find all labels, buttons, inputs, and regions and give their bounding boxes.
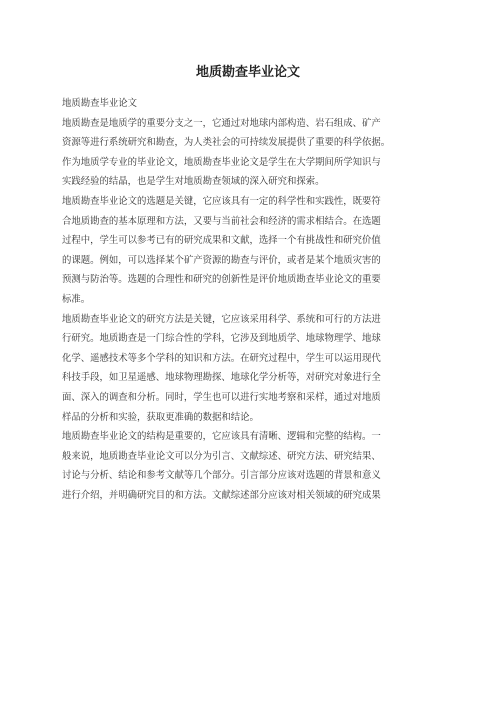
text-line: 预测与防治等。选题的合理性和研究的创新性是评价地质勘查毕业论文的重要 [62, 274, 381, 286]
text-line: 样品的分析和实验，获取更准确的数据和结论。 [62, 411, 259, 423]
text-line: 地质勘查是地质学的重要分支之一，它通过对地球内部构造、岩石组成、矿产 [62, 117, 381, 129]
text-line: 地质勘查毕业论文的研究方法是关键，它应该采用科学、系统和可行的方法进 [62, 313, 381, 325]
text-line: 面、深入的调查和分析。同时，学生也可以进行实地考察和采样，通过对地质 [62, 391, 381, 403]
text-line: 化学、遥感技术等多个学科的知识和方法。在研究过程中，学生可以运用现代 [62, 352, 381, 364]
text-line: 地质勘查毕业论文的结构是重要的，它应该具有清晰、逻辑和完整的结构。一 [62, 431, 381, 443]
text-line: 标准。 [62, 293, 91, 305]
text-line: 行研究。地质勘查是一门综合性的学科，它涉及到地质学、地球物理学、地球 [62, 333, 381, 345]
text-line: 地质勘查毕业论文 [62, 98, 138, 109]
text-line: 科技手段，如卫星遥感、地球物理勘探、地球化学分析等，对研究对象进行全 [62, 372, 381, 384]
text-line: 般来说，地质勘查毕业论文可以分为引言、文献综述、研究方法、研究结果、 [62, 450, 381, 462]
document-title: 地质勘查毕业论文 [195, 65, 300, 80]
text-line: 过程中，学生可以参考已有的研究成果和文献，选择一个有挑战性和研究价值 [62, 235, 381, 247]
text-line: 作为地质学专业的毕业论文，地质勘查毕业论文是学生在大学期间所学知识与 [62, 156, 381, 168]
document-body [62, 94, 442, 505]
text-line: 讨论与分析、结论和参考文献等几个部分。引言部分应该对选题的背景和意义 [62, 470, 381, 482]
text-line: 资源等进行系统研究和勘查，为人类社会的可持续发展提供了重要的科学依据。 [62, 137, 391, 149]
text-line: 地质勘查毕业论文的选题是关键，它应该具有一定的科学性和实践性，既要符 [62, 195, 381, 207]
text-line: 的课题。例如，可以选择某个矿产资源的勘查与评价，或者是某个地质灾害的 [62, 254, 381, 266]
text-line: 进行介绍，并明确研究目的和方法。文献综述部分应该对相关领域的研究成果 [62, 489, 381, 501]
text-line: 合地质勘查的基本原理和方法，又要与当前社会和经济的需求相结合。在选题 [62, 215, 381, 227]
text-line: 实践经验的结晶，也是学生对地质勘查领域的深入研究和探索。 [62, 176, 325, 188]
